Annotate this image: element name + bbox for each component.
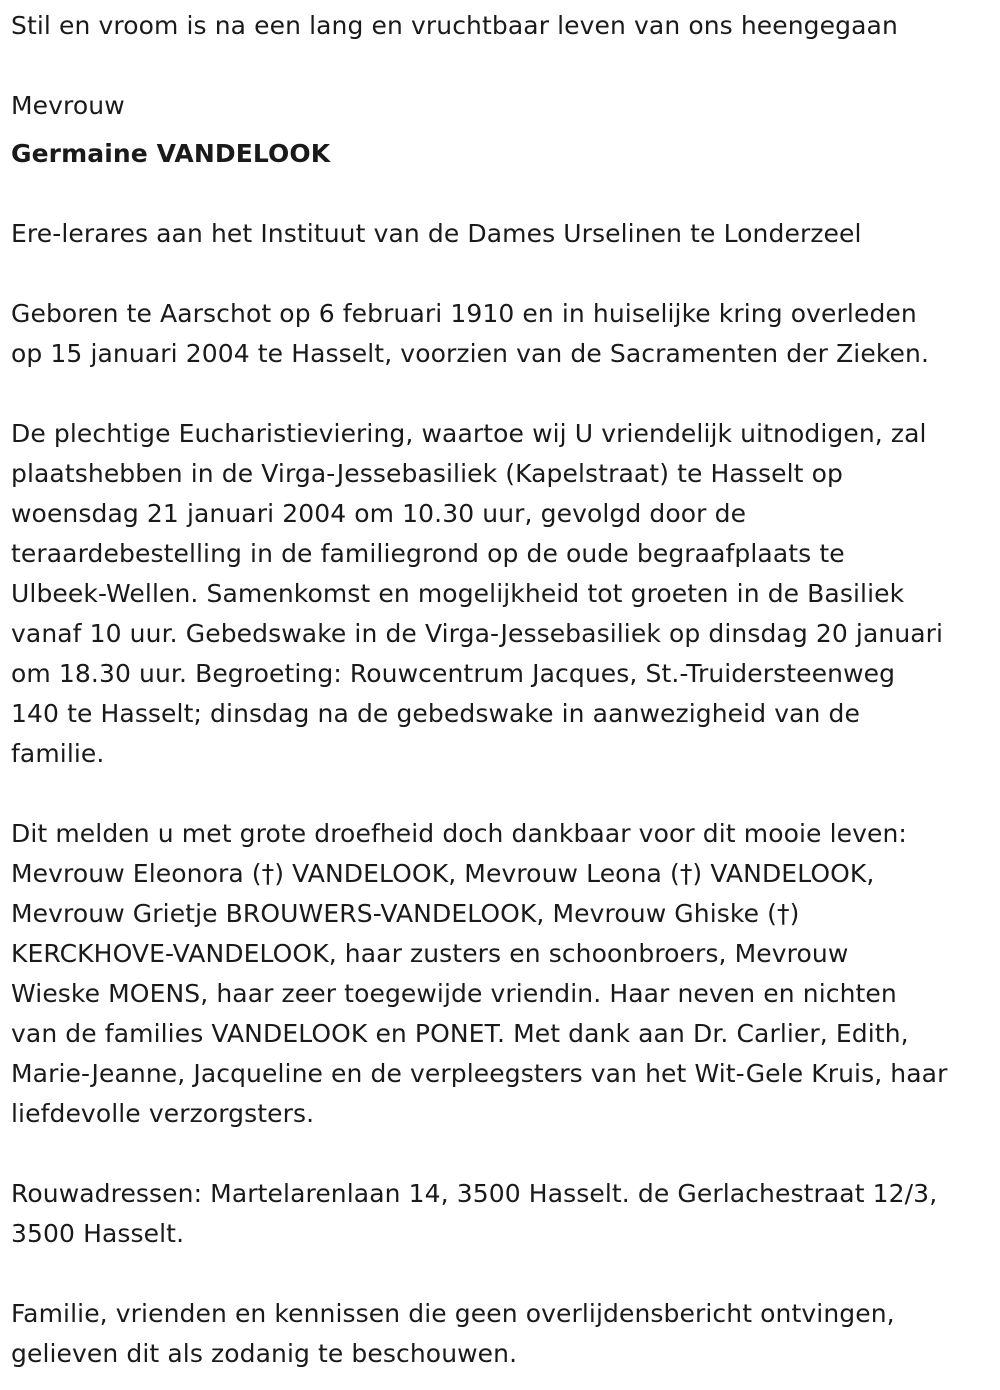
closing-paragraph: Familie, vrienden en kennissen die geen overlijdensbericht ontvingen, gelieven dit als zodanig te beschouwen. <box>11 1299 895 1368</box>
deceased-name: Germaine VANDELOOK <box>11 139 331 168</box>
ceremony-paragraph: De plechtige Eucharistieviering, waartoe wij U vriendelijk uitnodigen, zal plaatshebben in de Virga-Jessebasiliek (Kapelstraat) te Hasselt op woensdag 21 januari 2004 om 10.30 uur, gevolgd door de teraardebestelling in de familiegrond op de oude begraafplaats te Ulbeek-Wellen. Samenkomst en mogelijkheid tot groeten in de Basiliek vanaf 10 uur. Gebedswake in de Virga-Jessebasiliek op dinsdag 20 januari om 18.30 uur. Begroeting: Rouwcentrum Jacques, St.-Truidersteenweg 140 te Hasselt; dinsdag na de gebedswake in aanwezigheid van de familie. <box>11 419 944 768</box>
honorary-title: Ere-lerares aan het Instituut van de Dames Urselinen te Londerzeel <box>11 219 862 248</box>
family-paragraph: Dit melden u met grote droefheid doch dankbaar voor dit mooie leven: Mevrouw Eleonora (†) VANDELOOK, Mevrouw Leona (†) VANDELOOK, Mevrouw Grietje BROUWERS-VANDELOOK, Mevrouw Ghiske (†) KERCKHOVE-VANDELOOK, haar zusters en schoonbroers, Mevrouw Wieske MOENS, haar zeer toegewijde vriendin. Haar neven en nichten van de families VANDELOOK en PONET. Met dank aan Dr. Carlier, Edith, Marie-Jeanne, Jacqueline en de verpleegsters van het Wit-Gele Kruis, haar liefdevolle verzorgsters. <box>11 819 948 1128</box>
birth-death-paragraph: Geboren te Aarschot op 6 februari 1910 en in huiselijke kring overleden op 15 januari 2004 te Hasselt, voorzien van de Sacramenten der Zieken. <box>11 299 929 368</box>
addresses-paragraph: Rouwadressen: Martelarenlaan 14, 3500 Hasselt. de Gerlachestraat 12/3, 3500 Hasselt. <box>11 1179 938 1248</box>
salutation: Mevrouw <box>11 91 125 120</box>
intro-text: Stil en vroom is na een lang en vruchtbaar leven van ons heengegaan <box>11 11 898 40</box>
